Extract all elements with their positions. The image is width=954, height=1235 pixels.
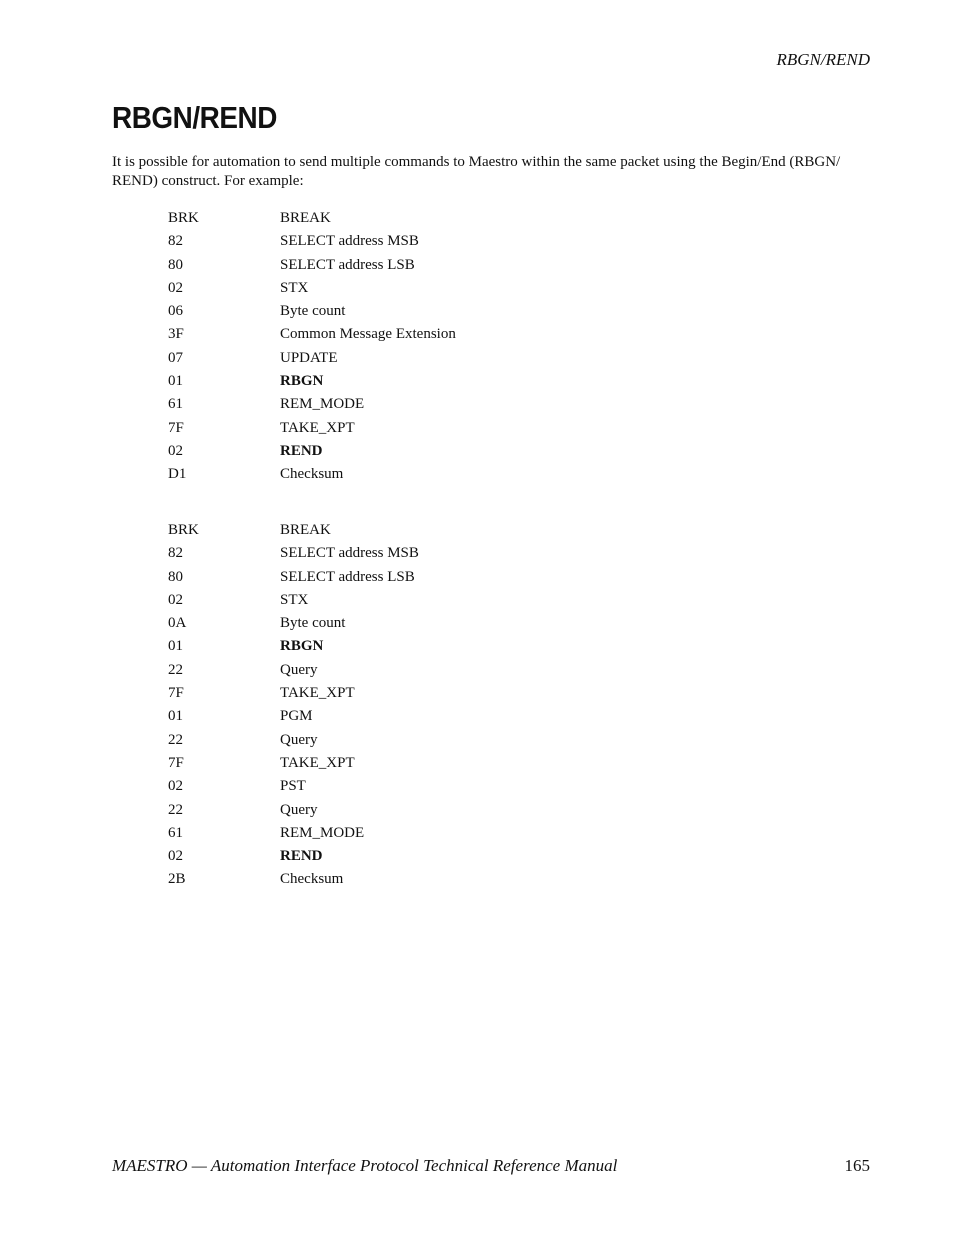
table-row [168, 542, 419, 565]
hex-code: 02 [168, 848, 183, 865]
table-row [168, 393, 456, 416]
table-row [168, 799, 419, 822]
command-description: TAKE_XPT [280, 685, 355, 702]
hex-code: 61 [168, 396, 183, 413]
command-description: REM_MODE [280, 824, 365, 841]
hex-code: 2B [168, 871, 186, 888]
table-row [168, 659, 419, 682]
command-description: BREAK [280, 522, 331, 538]
command-description: SELECT address LSB [280, 256, 415, 273]
hex-code: 3F [168, 326, 184, 343]
section-title: RBGN/REND [112, 100, 277, 135]
command-description: BREAK [280, 210, 331, 226]
hex-code: 7F [168, 754, 184, 771]
command-description: Query [280, 801, 318, 818]
table-row [168, 207, 456, 230]
hex-code: 22 [168, 801, 183, 818]
hex-code: BRK [168, 210, 199, 226]
table-row [168, 254, 456, 277]
hex-code: 02 [168, 442, 183, 459]
hex-code: 01 [168, 373, 183, 390]
hex-code: 07 [168, 349, 183, 366]
command-description: SELECT address MSB [280, 545, 419, 562]
table-row [168, 589, 419, 612]
command-description: Common Message Extension [280, 326, 456, 343]
table-row [168, 323, 456, 346]
command-description: RBGN [280, 638, 324, 655]
hex-code: 82 [168, 233, 183, 250]
command-table-example-2 [168, 519, 419, 892]
table-row [168, 822, 419, 845]
hex-code: 01 [168, 708, 183, 725]
table-row [168, 519, 419, 542]
hex-code: 61 [168, 824, 183, 841]
table-row [168, 705, 419, 728]
command-description: UPDATE [280, 349, 338, 366]
command-description: STX [280, 279, 309, 296]
table-row [168, 752, 419, 775]
hex-code: BRK [168, 522, 199, 538]
command-table-example-1 [168, 207, 456, 487]
hex-code: 0A [168, 615, 187, 632]
command-description: Query [280, 731, 318, 748]
table-row [168, 370, 456, 393]
table-row [168, 868, 419, 891]
hex-code: 02 [168, 591, 183, 608]
command-description: TAKE_XPT [280, 754, 355, 771]
command-description: Query [280, 661, 318, 678]
hex-code: D1 [168, 466, 187, 483]
command-description: STX [280, 591, 309, 608]
page-number: 165 [844, 1156, 870, 1175]
hex-code: 01 [168, 638, 183, 655]
table-row [168, 845, 419, 868]
hex-code: 82 [168, 545, 183, 562]
command-description: RBGN [280, 373, 324, 390]
table-row [168, 729, 419, 752]
intro-paragraph: It is possible for automation to send multiple commands to Maestro within the same packet using the Begin/End (RBGN/ REND) construct. For example: [112, 154, 841, 189]
page-footer [112, 1156, 870, 1176]
table-row [168, 440, 456, 463]
hex-code: 22 [168, 661, 183, 678]
hex-code: 22 [168, 731, 183, 748]
command-description: Checksum [280, 871, 344, 888]
command-description: REM_MODE [280, 396, 365, 413]
running-head: RBGN/REND [776, 50, 870, 69]
table-row [168, 682, 419, 705]
table-row [168, 635, 419, 658]
command-description: Byte count [280, 615, 346, 632]
command-description: SELECT address MSB [280, 233, 419, 250]
table-row [168, 612, 419, 635]
hex-code: 7F [168, 685, 184, 702]
command-description: REND [280, 848, 323, 865]
table-row [168, 463, 456, 486]
table-row [168, 775, 419, 798]
table-row [168, 347, 456, 370]
command-description: PGM [280, 708, 313, 725]
command-description: TAKE_XPT [280, 419, 355, 436]
hex-code: 80 [168, 256, 183, 273]
table-row [168, 230, 456, 253]
table-row [168, 417, 456, 440]
table-row [168, 566, 419, 589]
table-row [168, 300, 456, 323]
command-description: SELECT address LSB [280, 568, 415, 585]
hex-code: 02 [168, 778, 183, 795]
command-description: REND [280, 442, 323, 459]
command-description: PST [280, 778, 306, 795]
command-description: Byte count [280, 303, 346, 320]
table-row [168, 277, 456, 300]
hex-code: 7F [168, 419, 184, 436]
footer-manual-title: MAESTRO — Automation Interface Protocol Technical Reference Manual [112, 1156, 618, 1175]
command-description: Checksum [280, 466, 344, 483]
hex-code: 02 [168, 279, 183, 296]
hex-code: 06 [168, 303, 183, 320]
hex-code: 80 [168, 568, 183, 585]
